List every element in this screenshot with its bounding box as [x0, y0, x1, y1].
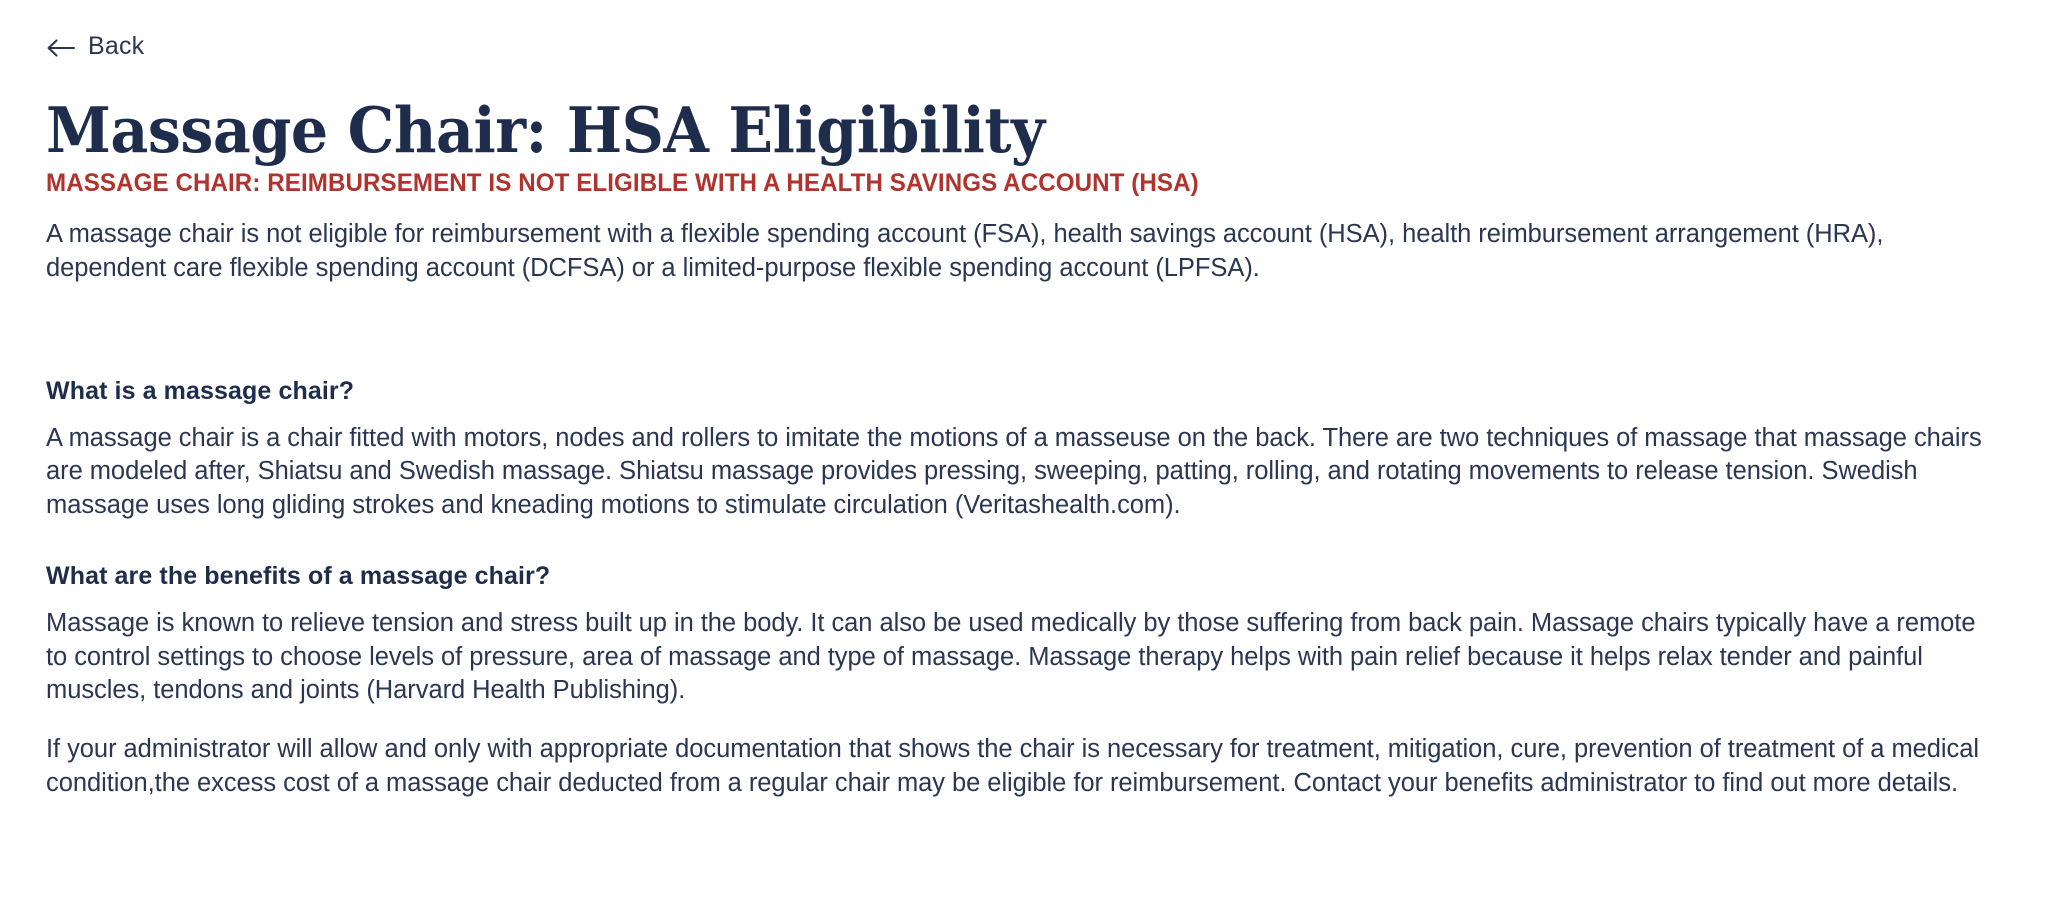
- section-what-is-a-massage-chair: [46, 377, 2002, 522]
- title-block: [46, 93, 2002, 198]
- page-title: Massage Chair: HSA Eligibility: [46, 93, 1045, 167]
- arrow-left-icon: [46, 37, 76, 59]
- back-bar: [46, 0, 2002, 68]
- eligibility-statement: MASSAGE CHAIR: REIMBURSEMENT IS NOT ELIGIBLE WITH A HEALTH SAVINGS ACCOUNT (HSA): [46, 169, 1199, 198]
- section-paragraph: If your administrator will allow and only with appropriate documentation that shows the chair is necessary for treatment, mitigation, cure, prevention of treatment of a medical condition,the excess cost of a massage chair deducted from a regular chair may be eligible for reimbursement. Contact your benefits administrator to find out more details.: [46, 735, 1979, 797]
- section-benefits-of-a-massage-chair: [46, 562, 2002, 800]
- back-label: Back: [88, 32, 145, 60]
- section-heading: What is a massage chair?: [46, 377, 355, 406]
- section-paragraph: A massage chair is a chair fitted with motors, nodes and rollers to imitate the motions of a masseuse on the back. There are two techniques of massage that massage chairs are modeled after, Shiatsu and Swedish massage. Shiatsu massage provides pressing, sweeping, patting, rolling, and rotating movements to release tension. Swedish massage uses long gliding strokes and kneading motions to stimulate circulation (Veritashealth.com).: [46, 424, 1982, 519]
- section-paragraph: Massage is known to relieve tension and stress built up in the body. It can also be used medically by those suffering from back pain. Massage chairs typically have a remote to control settings to choose levels of pressure, area of massage and type of massage. Massage therapy helps with pain relief because it helps relax tender and painful muscles, tendons and joints (Harvard Health Publishing).: [46, 609, 1976, 704]
- lead-paragraph: A massage chair is not eligible for reimbursement with a flexible spending account (FSA), health savings account (HSA), health reimbursement arrangement (HRA), dependent care flexible spending account (DCFSA) or a limited-purpose flexible spending account (LPFSA).: [46, 220, 1884, 282]
- back-link[interactable]: [46, 34, 144, 59]
- section-heading: What are the benefits of a massage chair?: [46, 562, 551, 591]
